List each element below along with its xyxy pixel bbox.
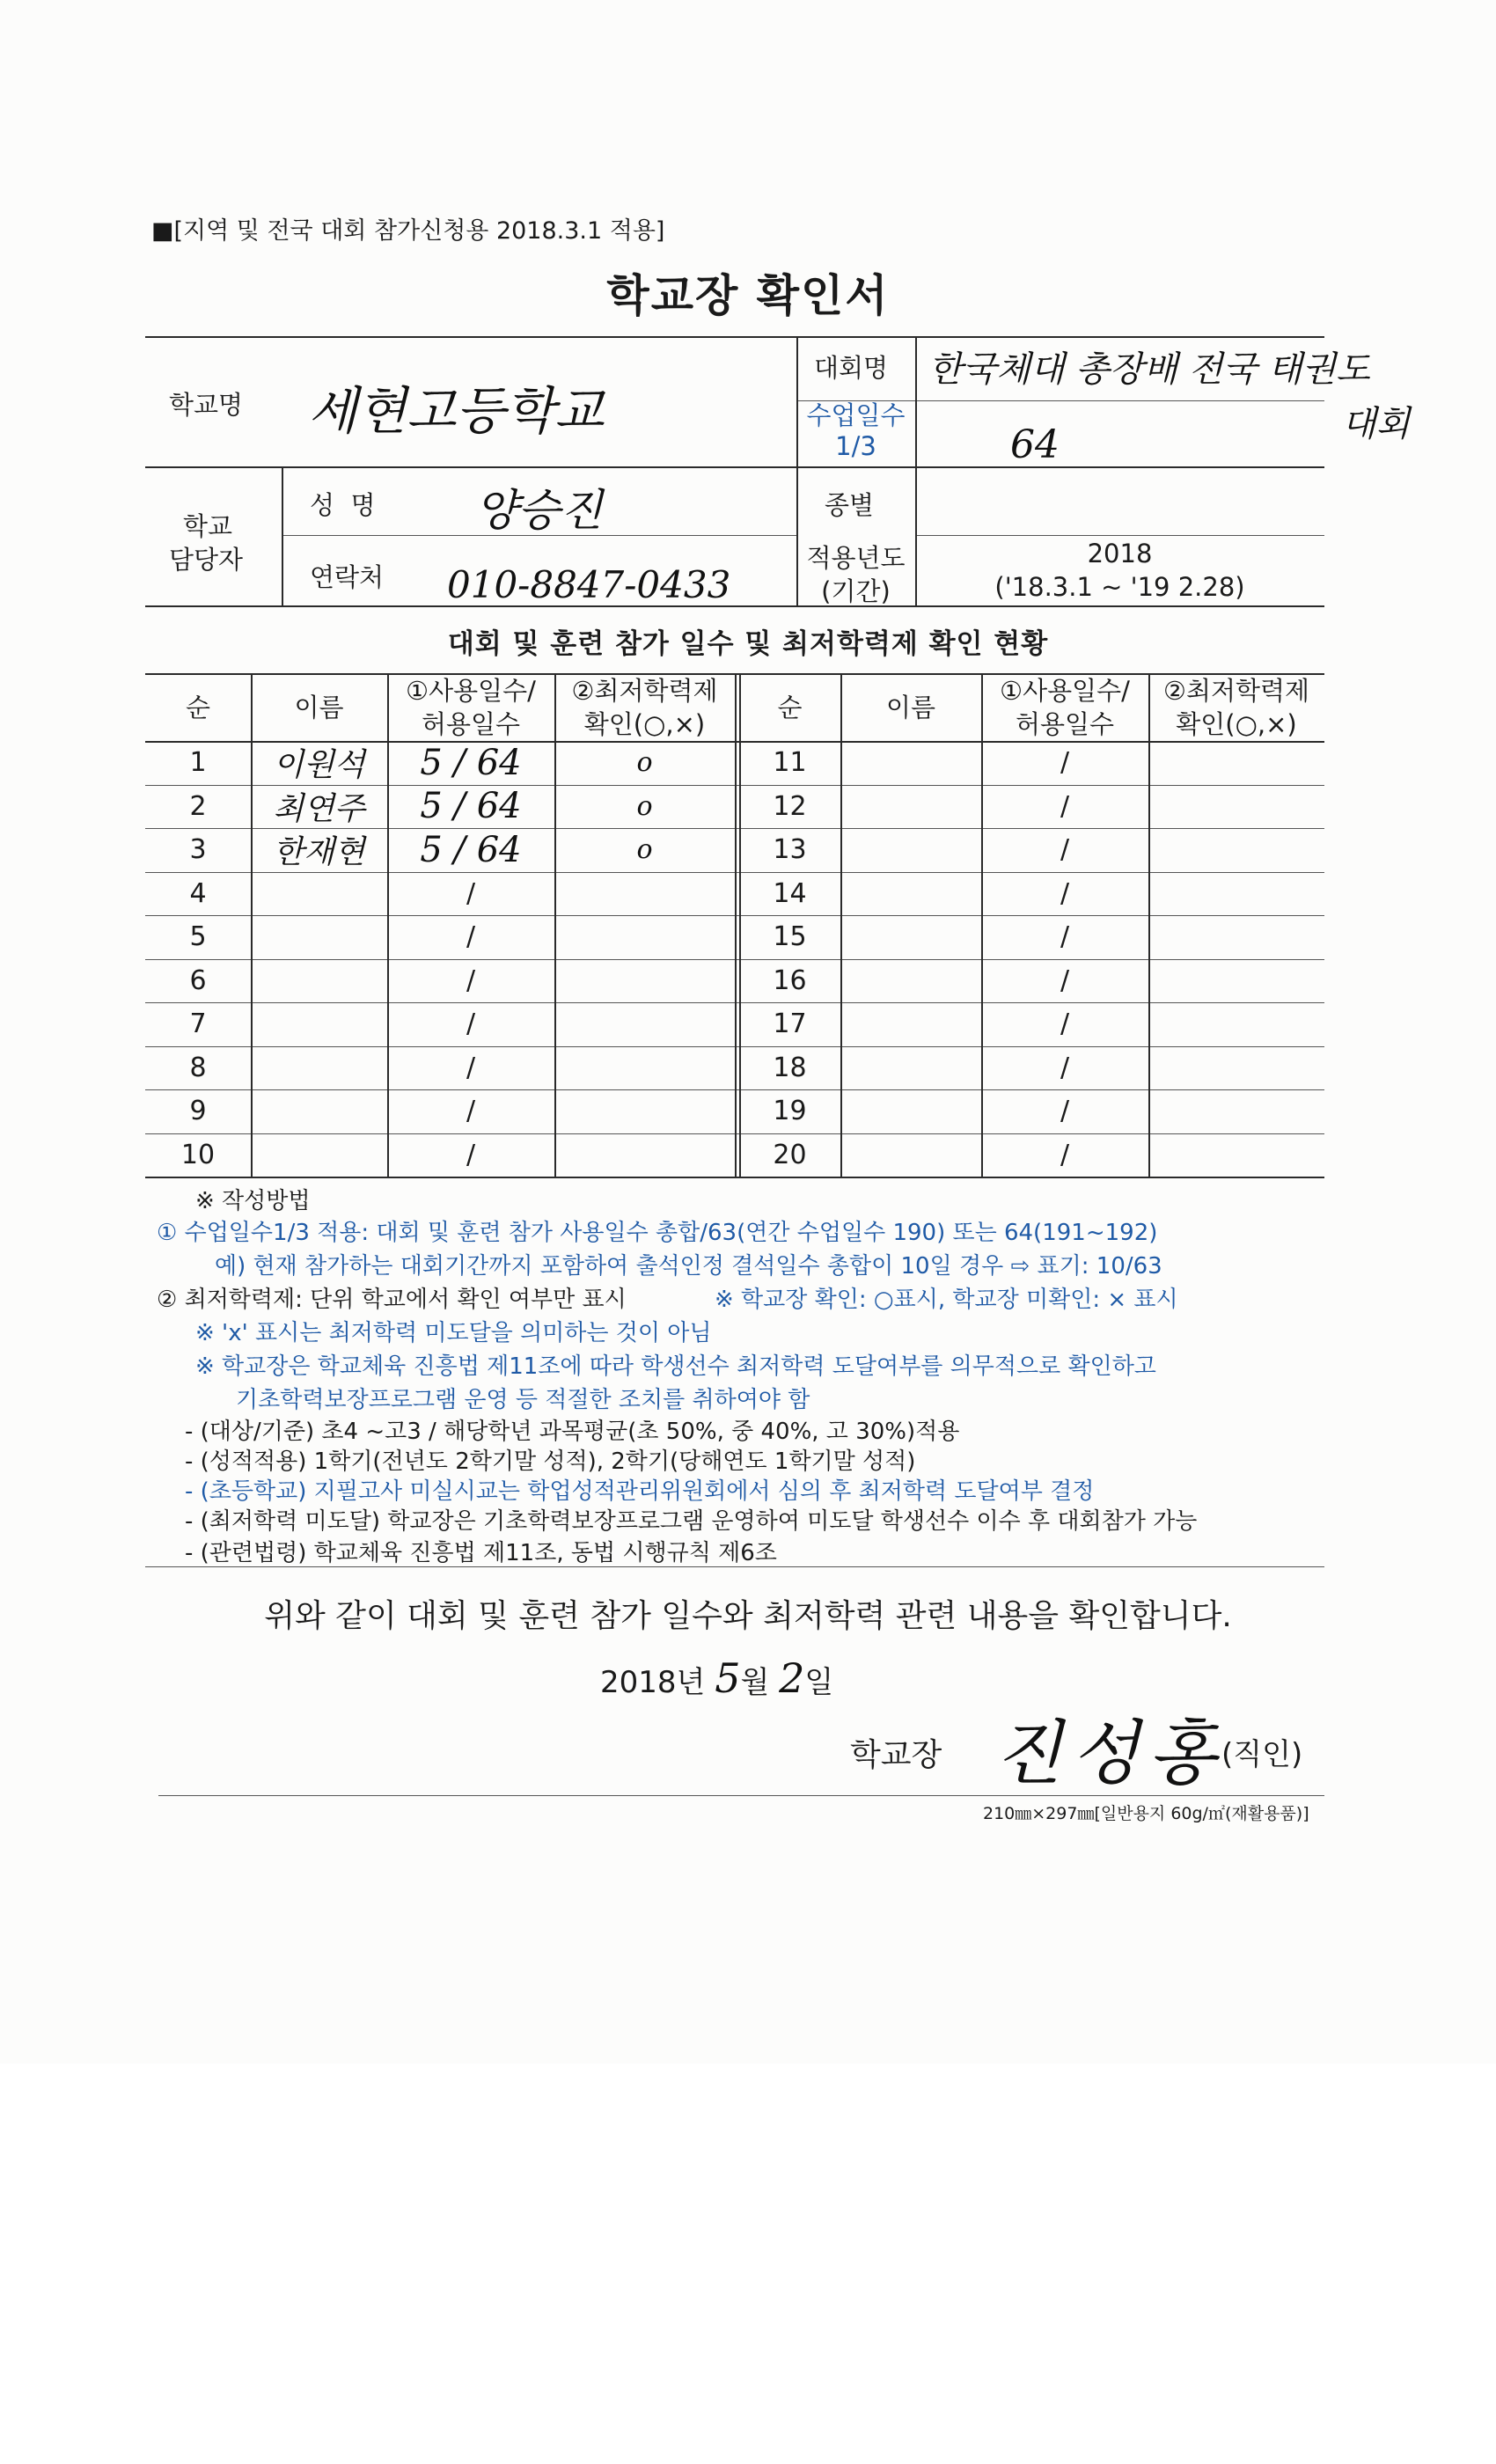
date-day-hand: 2 [779,1654,805,1702]
date-month-hand: 5 [715,1654,741,1702]
manager-name-value: 양승진 [475,485,603,536]
table-cell-check [1148,785,1324,829]
table-cell-name [251,1089,387,1133]
table-header-check-left: ②최저학력제 확인(○,×) [571,675,718,739]
table-cell-no: 3 [189,834,207,866]
table-cell-days: / [466,1139,476,1170]
table-cell-check [554,1133,735,1177]
table-cell-name [840,828,981,872]
table-cell-days: / [466,921,476,953]
table-cell-days: 5 / 64 [420,786,522,827]
table-cell-name [840,1133,981,1177]
table-cell-name [840,1089,981,1133]
table-cell-name [840,785,981,829]
table-cell-no: 4 [189,877,207,909]
section-title: 대회 및 훈련 참가 일수 및 최저학력제 확인 현황 [447,628,1049,660]
note-3: ※ 'x' 표시는 최저학력 미도달을 의미하는 것이 아님 [195,1320,712,1346]
table-header-name-right: 이름 [885,692,936,722]
notes-heading: ※ 작성방법 [195,1188,311,1214]
table-cell-check [554,959,735,1003]
class-days-ratio-label: 1/3 [835,431,876,461]
table-cell-check [1148,915,1324,959]
table-cell-days: / [1060,1052,1070,1083]
note-4: ※ 학교장은 학교체육 진흥법 제11조에 따라 학생선수 최저학력 도달여부를 의무적으로 확인하고 [195,1353,1156,1380]
table-cell-check [554,1002,735,1046]
school-name-value: 세현고등학교 [308,381,605,441]
detail-grades: - (성적적용) 1학기(전년도 2학기말 성적), 2학기(당해연도 1학기말 성적) [185,1448,916,1475]
table-header-days-right: ①사용일수/ 허용일수 [1000,675,1130,739]
date-day-unit: 일 [804,1665,834,1700]
table-cell-name [840,915,981,959]
note-4-cont: 기초학력보장프로그램 운영 등 적절한 조치를 취하여야 함 [236,1387,810,1413]
detail-elementary: - (초등학교) 지필고사 미실시교는 학업성적관리위원회에서 심의 후 최저학력 도달여부 결정 [185,1478,1095,1505]
event-name-value: 한국체대 총장배 전국 태권도 [928,349,1370,390]
table-cell-days: / [1060,877,1070,909]
table-cell-no: 8 [189,1052,207,1083]
confirm-date [600,1654,833,1702]
detail-target: - (대상/기준) 초4 ~고3 / 해당학년 과목평균(초 50%, 중 40%, 고 30%)적용 [185,1419,960,1445]
table-header-name-left: 이름 [294,692,344,722]
manager-name-label: 성 명 [310,490,376,520]
apply-year-value: 2018 [1087,539,1153,568]
table-bottom-rule [145,1177,1324,1178]
form-header-note: ■[지역 및 전국 대회 참가신청용 2018.3.1 적용] [151,217,665,245]
principal-signature: 진성홍 [994,1712,1225,1794]
table-split-rule [735,673,737,1177]
table-cell-days: / [1060,747,1070,779]
table-cell-name [840,872,981,916]
class-days-value: 64 [1010,422,1060,467]
table-cell-days: / [1060,1008,1070,1040]
contact-label: 연락처 [310,562,385,592]
table-cell-check: o [636,834,653,866]
table-cell-no: 1 [189,747,207,779]
table-cell-check [554,872,735,916]
table-cell-name [251,1046,387,1090]
table-cell-check [1148,872,1324,916]
note-1-example: 예) 현재 참가하는 대회기간까지 포함하여 출석인정 결석일수 총합이 10일 경우 ⇨ 표기: 10/63 [215,1253,1162,1280]
table-cell-name [840,1046,981,1090]
table-cell-name: 이원석 [273,747,365,784]
table-cell-days: / [466,1052,476,1083]
table-cell-name [840,741,981,785]
table-cell-name [251,959,387,1003]
info-top-rule [145,336,1324,338]
table-cell-no: 15 [773,921,807,953]
table-cell-check [554,915,735,959]
table-header-no-left: 순 [185,692,210,722]
table-cell-days: / [1060,964,1070,996]
table-cell-days: 5 / 64 [420,742,522,783]
note-1: ① 수업일수1/3 적용: 대회 및 훈련 참가 사용일수 총합/63(연간 수업일수 190) 또는 64(191~192) [157,1220,1158,1246]
table-cell-check [1148,1046,1324,1090]
table-cell-days: 5 / 64 [420,829,522,870]
confirm-statement: 위와 같이 대회 및 훈련 참가 일수와 최저학력 관련 내용을 확인합니다. [264,1598,1232,1634]
table-cell-check [1148,741,1324,785]
table-cell-check [1148,1133,1324,1177]
date-year: 2018년 [600,1665,706,1700]
table-cell-name [251,872,387,916]
table-cell-check [1148,1002,1324,1046]
table-cell-check: o [636,747,653,779]
table-cell-check: o [636,790,653,822]
table-cell-no: 17 [773,1008,807,1040]
table-cell-name [251,915,387,959]
table-cell-days: / [466,1096,476,1127]
table-cell-no: 12 [773,790,807,822]
detail-not-reached: - (최저학력 미도달) 학교장은 기초학력보장프로그램 운영하여 미도달 학생선수 이수 후 대회참가 가능 [185,1508,1198,1535]
table-cell-days: / [1060,790,1070,822]
table-cell-days: / [466,877,476,909]
page-title: 학교장 확인서 [606,270,890,321]
table-cell-no: 9 [189,1096,207,1127]
apply-period-label: (기간) [821,576,891,606]
table-cell-no: 5 [189,921,207,953]
table-cell-days: / [1060,834,1070,866]
table-cell-days: / [466,1008,476,1040]
class-days-label: 수업일수 [806,400,906,430]
apply-year-label: 적용년도 [806,543,906,573]
table-cell-days: / [1060,921,1070,953]
apply-period-value: ('18.3.1 ~ '19 2.28) [994,572,1245,602]
table-cell-check [1148,1089,1324,1133]
table-header-no-right: 순 [777,692,803,722]
principal-label: 학교장 [850,1737,942,1773]
table-cell-name: 한재현 [273,834,365,871]
table-cell-no: 19 [773,1096,807,1127]
school-name-label: 학교명 [169,390,244,420]
table-cell-no: 11 [773,747,807,779]
table-cell-check [554,1089,735,1133]
table-cell-no: 16 [773,964,807,996]
event-name-label: 대회명 [814,353,889,383]
table-cell-no: 7 [189,1008,207,1040]
table-cell-no: 20 [773,1139,807,1170]
table-cell-check [554,1046,735,1090]
table-cell-no: 18 [773,1052,807,1083]
paper-spec-footer: 210㎜×297㎜[일반용지 60g/㎡(재활용품)] [983,1804,1309,1823]
seal-suffix: (직인) [1221,1737,1303,1772]
date-month-unit: 월 [740,1665,770,1700]
table-cell-name [840,1002,981,1046]
note-2-mark: ※ 학교장 확인: ○표시, 학교장 미확인: × 표시 [715,1287,1178,1313]
table-cell-check [1148,959,1324,1003]
table-cell-check [1148,828,1324,872]
table-cell-days: / [466,964,476,996]
note-2: ② 최저학력제: 단위 학교에서 확인 여부만 표시 [157,1287,627,1313]
table-cell-name [251,1133,387,1177]
event-name-value-cont: 대회 [1342,404,1411,444]
table-cell-name: 최연주 [273,790,365,827]
contact-value: 010-8847-0433 [447,563,731,606]
table-cell-no: 13 [773,834,807,866]
table-header-days-left: ①사용일수/ 허용일수 [406,675,536,739]
table-cell-name [251,1002,387,1046]
table-header-check-right: ②최저학력제 확인(○,×) [1162,675,1310,739]
manager-label: 학교 [183,511,233,541]
manager-label-2: 담당자 [169,545,244,575]
table-cell-no: 14 [773,877,807,909]
sport-category-label: 종별 [825,490,875,520]
table-cell-no: 6 [189,964,207,996]
table-cell-days: / [1060,1139,1070,1170]
table-cell-days: / [1060,1096,1070,1127]
table-cell-name [840,959,981,1003]
table-cell-no: 10 [180,1139,216,1170]
table-cell-no: 2 [189,790,207,822]
detail-law: - (관련법령) 학교체육 진흥법 제11조, 동법 시행규칙 제6조 [185,1540,777,1566]
